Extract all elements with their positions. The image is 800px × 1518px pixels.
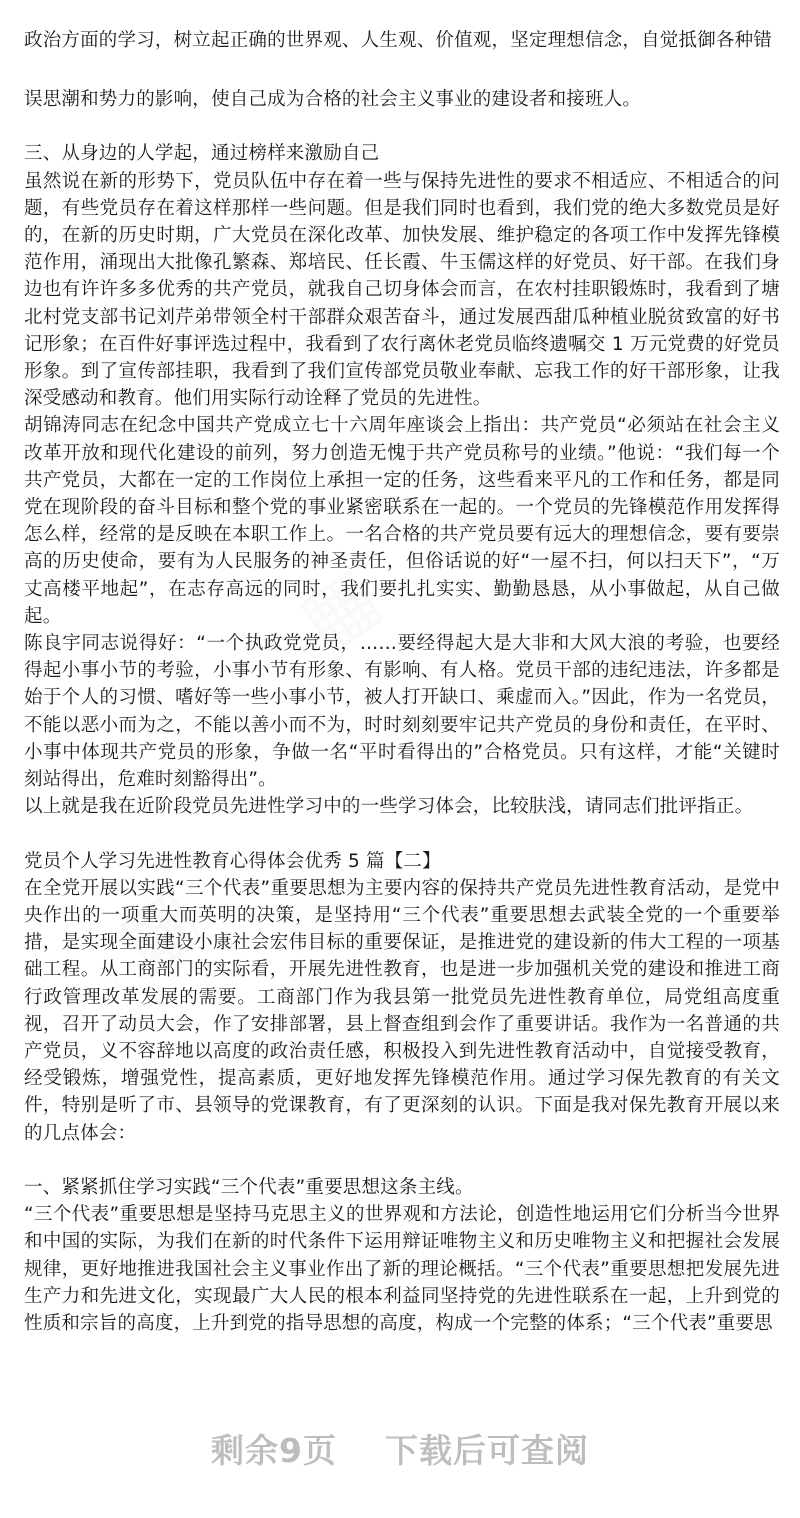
paragraph-three-represents: “三个代表”重要思想是坚持马克思主义的世界观和方法论，创造性地运用它们分析当今世界和中国的实际，为我们在新的时代条件下运用辩证唯物主义和历史唯物主义和把握社会发展规律，更好地推进我国社会主义事业作出了新的理论概括。“三个代表”重要思想把发展先进生产力和先进文化，实现最广大人民的根本利益同坚持党的先进性联系在一起，上升到党的性质和宗旨的高度，上升到党的指导思想的高度，构成一个完整的体系；“三个代表”重要思 — [24, 1204, 780, 1335]
article-title-two: 党员个人学习先进性教育心得体会优秀 5 篇【二】 — [24, 850, 441, 872]
top-partial-line: 政治方面的学习，树立起正确的世界观、人生观、价值观，坚定理想信念，自觉抵御各种错 — [24, 29, 773, 51]
paragraph-hu-jintao-quote: 胡锦涛同志在纪念中国共产党成立七十六周年座谈会上指出：共产党员“必须站在社会主义改革开放和现代化建设的前列，努力创造无愧于共产党员称号的业绩。”他说：“我们每一个共产党员，大都在一定的工作岗位上承担一定的任务，这些看来平凡的工作和任务，都是同党在现阶段的奋斗目标和整个党的事业紧密联系在一起的。一个党员的先锋模范作用发挥得怎么样，经常的是反映在本职工作上。一名合格的共产党员要有远大的理想信念，要有要崇高的历史使命，要有为人民服务的神圣责任，但俗话说的好“一屋不扫，何以扫天下”，“万丈高楼平地起”，在志存高远的同时，我们要扎扎实实、勤勤恳恳，从小事做起，从自己做起。 — [24, 415, 780, 627]
download-prompt[interactable] — [0, 1425, 800, 1472]
continued-line: 误思潮和势力的影响，使自己成为合格的社会主义事业的建设者和接班人。 — [24, 89, 642, 110]
top-partial-block — [24, 0, 780, 54]
paragraph-conclusion: 以上就是我在近阶段党员先进性学习中的一些学习体会，比较肤浅，请同志们批评指正。 — [24, 796, 754, 818]
paragraph-role-models: 虽然说在新的形势下，党员队伍中存在着一些与保持先进性的要求不相适应、不相适合的问题，有些党员存在着这样那样一些问题。但是我们同时也看到，我们党的绝大多数党员是好的，在新的历史时期，广大党员在深化改革、加快发展、维护稳定的各项工作中发挥先锋模范作用，涌现出大批像孔繁森、郑培民、任长霞、牛玉儒这样的好党员、好干部。在我们身边也有许许多多优秀的共产党员，就我自己切身体会而言，在农村挂职锻炼时，我看到了塘北村党支部书记刘芹弟带领全村干部群众艰苦奋斗，通过发展西甜瓜种植业脱贫致富的好书记形象；在百件好事评选过程中，我看到了农行离休老党员临终遗嘱交 1 万元党费的好党员形象。到了宣传部挂职，我看到了我们宣传部党员敬业奉献、忘我工作的好干部形象，让我深受感动和教育。他们用实际行动诠释了党员的先进性。 — [24, 170, 780, 410]
remaining-pages-text[interactable]: 剩余9页 — [211, 1431, 337, 1470]
section-heading-three: 三、从身边的人学起，通过榜样来激励自己 — [24, 143, 380, 165]
paragraph-chen-liangyu-quote: 陈良宇同志说得好：“一个执政党党员，……要经得起大是大非和大风大浪的考验，也要经得起小事小节的考验，小事小节有形象、有影响、有人格。党员干部的违纪违法，许多都是始于个人的习惯、嗜好等一些小事小节，被人打开缺口、乘虚而入。”因此，作为一名党员，不能以恶小而为之，不能以善小而不为，时时刻刻要牢记共产党员的身份和责任，在平时、小事中体现共产党员的形象，争做一名“平时看得出的”合格党员。只有这样，才能“关键时刻站得出，危难时刻豁得出”。 — [24, 633, 780, 791]
section-heading-one: 一、紧紧抓住学习实践“三个代表”重要思想这条主线。 — [24, 1177, 474, 1199]
download-to-view-text[interactable]: 下载后可查阅 — [384, 1431, 589, 1470]
document-body — [24, 0, 780, 1337]
paragraph-education-activity: 在全党开展以实践“三个代表”重要思想为主要内容的保持共产党员先进性教育活动，是党中央作出的一项重大而英明的决策，是坚持用“三个代表”重要思想去武装全党的一个重要举措，是实现全面建设小康社会宏伟目标的重要保证，是推进党的建设新的伟大工程的一项基础工程。从工商部门的实际看，开展先进性教育，也是进一步加强机关党的建设和推进工商行政管理改革发展的需要。工商部门作为我县第一批党员先进性教育单位，局党组高度重视，召开了动员大会，作了安排部署，县上督查组到会作了重要讲话。我作为一名普通的共产党员，义不容辞地以高度的政治责任感，积极投入到先进性教育活动中，自觉接受教育，经受锻炼，增强党性，提高素质，更好地发挥先锋模范作用。通过学习保先教育的有关文件，特别是听了市、县领导的党课教育，有了更深刻的认识。下面是我对保先教育开展以来的几点体会： — [24, 877, 780, 1144]
